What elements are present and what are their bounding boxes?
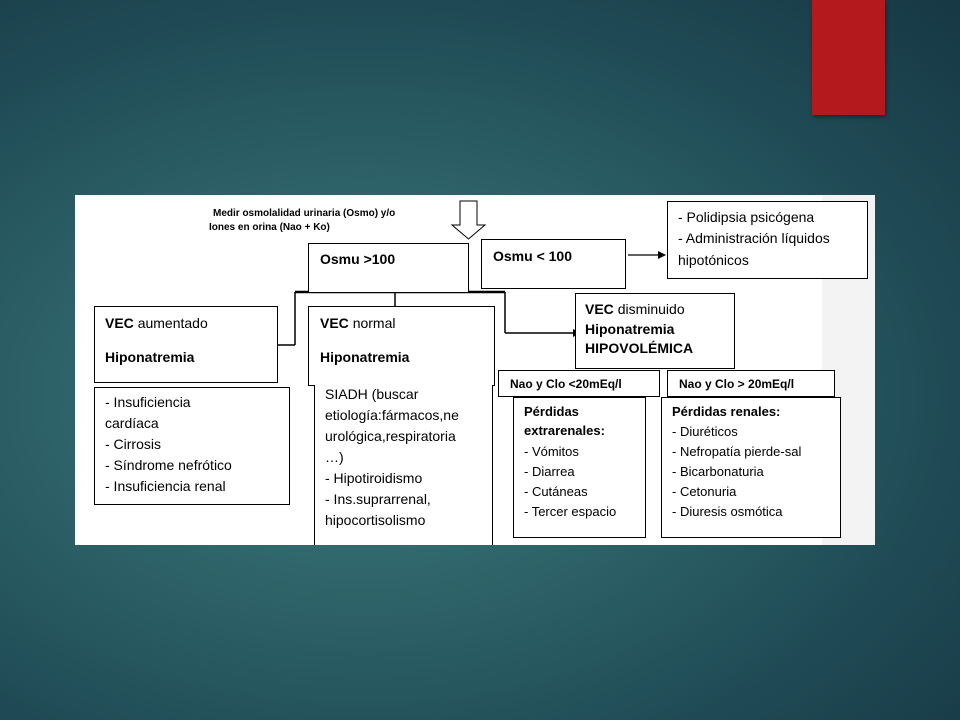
- start-down-arrow: [452, 201, 485, 239]
- vec-disminuido-result1: Hiponatremia: [585, 321, 675, 337]
- red-accent-bar: [812, 0, 885, 115]
- osmu-low-label: Osmu < 100: [493, 248, 572, 264]
- osmu-low-causes-box: [667, 201, 868, 279]
- aumentado-cause-1: - Insuficiencia: [105, 394, 191, 410]
- extrarenal-cause-1: - Vómitos: [524, 444, 579, 459]
- normal-cause-1: SIADH (buscar: [325, 386, 419, 402]
- extrarenal-title-2: extrarenales:: [524, 423, 605, 438]
- high-sodium-box: [667, 370, 835, 397]
- normal-cause-7: hipocortisolismo: [325, 512, 426, 528]
- vec-disminuido-box: [575, 293, 735, 369]
- extrarenal-title-1: Pérdidas: [524, 404, 579, 419]
- extrarenal-cause-4: - Tercer espacio: [524, 504, 617, 519]
- low-cause-2: - Administración líquidos: [678, 230, 830, 246]
- osmu-low-box: [481, 239, 626, 289]
- vec-normal-box: [308, 306, 495, 386]
- high-sodium-label: Nao y Clo > 20mEq/l: [679, 377, 795, 391]
- vec-normal-title: VEC normal: [320, 315, 396, 331]
- vec-aumentado-result: Hiponatremia: [105, 349, 195, 365]
- aumentado-cause-3: - Cirrosis: [105, 436, 161, 452]
- aumentado-cause-5: - Insuficiencia renal: [105, 478, 226, 494]
- osmu-high-label: Osmu >100: [320, 251, 396, 267]
- vec-aumentado-title: VEC aumentado: [105, 315, 208, 331]
- renal-cause-2: - Nefropatía pierde-sal: [672, 444, 802, 459]
- extrarenal-cause-3: - Cutáneas: [524, 484, 588, 499]
- aumentado-cause-4: - Síndrome nefrótico: [105, 457, 232, 473]
- extrarenal-cause-2: - Diarrea: [524, 464, 575, 479]
- aumentado-cause-2: cardíaca: [105, 415, 159, 431]
- renal-cause-4: - Cetonuria: [672, 484, 737, 499]
- renal-title: Pérdidas renales:: [672, 404, 781, 419]
- low-sodium-label: Nao y Clo <20mEq/l: [510, 377, 622, 391]
- normal-cause-5: - Hipotiroidismo: [325, 470, 423, 486]
- measure-instruction-line2: Iones en orina (Nao + Ko): [209, 222, 330, 233]
- vec-disminuido-title: VEC disminuido: [585, 301, 685, 317]
- vec-normal-causes-box: [314, 385, 493, 545]
- normal-cause-4: …): [325, 449, 344, 465]
- vec-normal-result: Hiponatremia: [320, 349, 410, 365]
- flowchart-panel: [75, 195, 875, 545]
- normal-cause-3: urológica,respiratoria: [325, 428, 456, 444]
- normal-cause-6: - Ins.suprarrenal,: [325, 491, 431, 507]
- renal-cause-5: - Diuresis osmótica: [672, 504, 783, 519]
- normal-cause-2: etiología:fármacos,ne: [325, 407, 459, 423]
- vec-aumentado-causes-box: [94, 387, 290, 505]
- renal-cause-1: - Diuréticos: [672, 424, 738, 439]
- vec-disminuido-result2: HIPOVOLÉMICA: [585, 340, 694, 356]
- renal-cause-3: - Bicarbonaturia: [672, 464, 764, 479]
- low-cause-3: hipotónicos: [678, 252, 749, 268]
- low-cause-1: - Polidipsia psicógena: [678, 209, 815, 225]
- vec-aumentado-box: [94, 306, 278, 383]
- low-sodium-box: [498, 370, 660, 397]
- extrarenal-box: [513, 397, 646, 538]
- renal-box: [661, 397, 841, 538]
- measure-instruction-line1: Medir osmolalidad urinaria (Osmo) y/o: [213, 208, 396, 219]
- osmu-high-box: [308, 243, 469, 293]
